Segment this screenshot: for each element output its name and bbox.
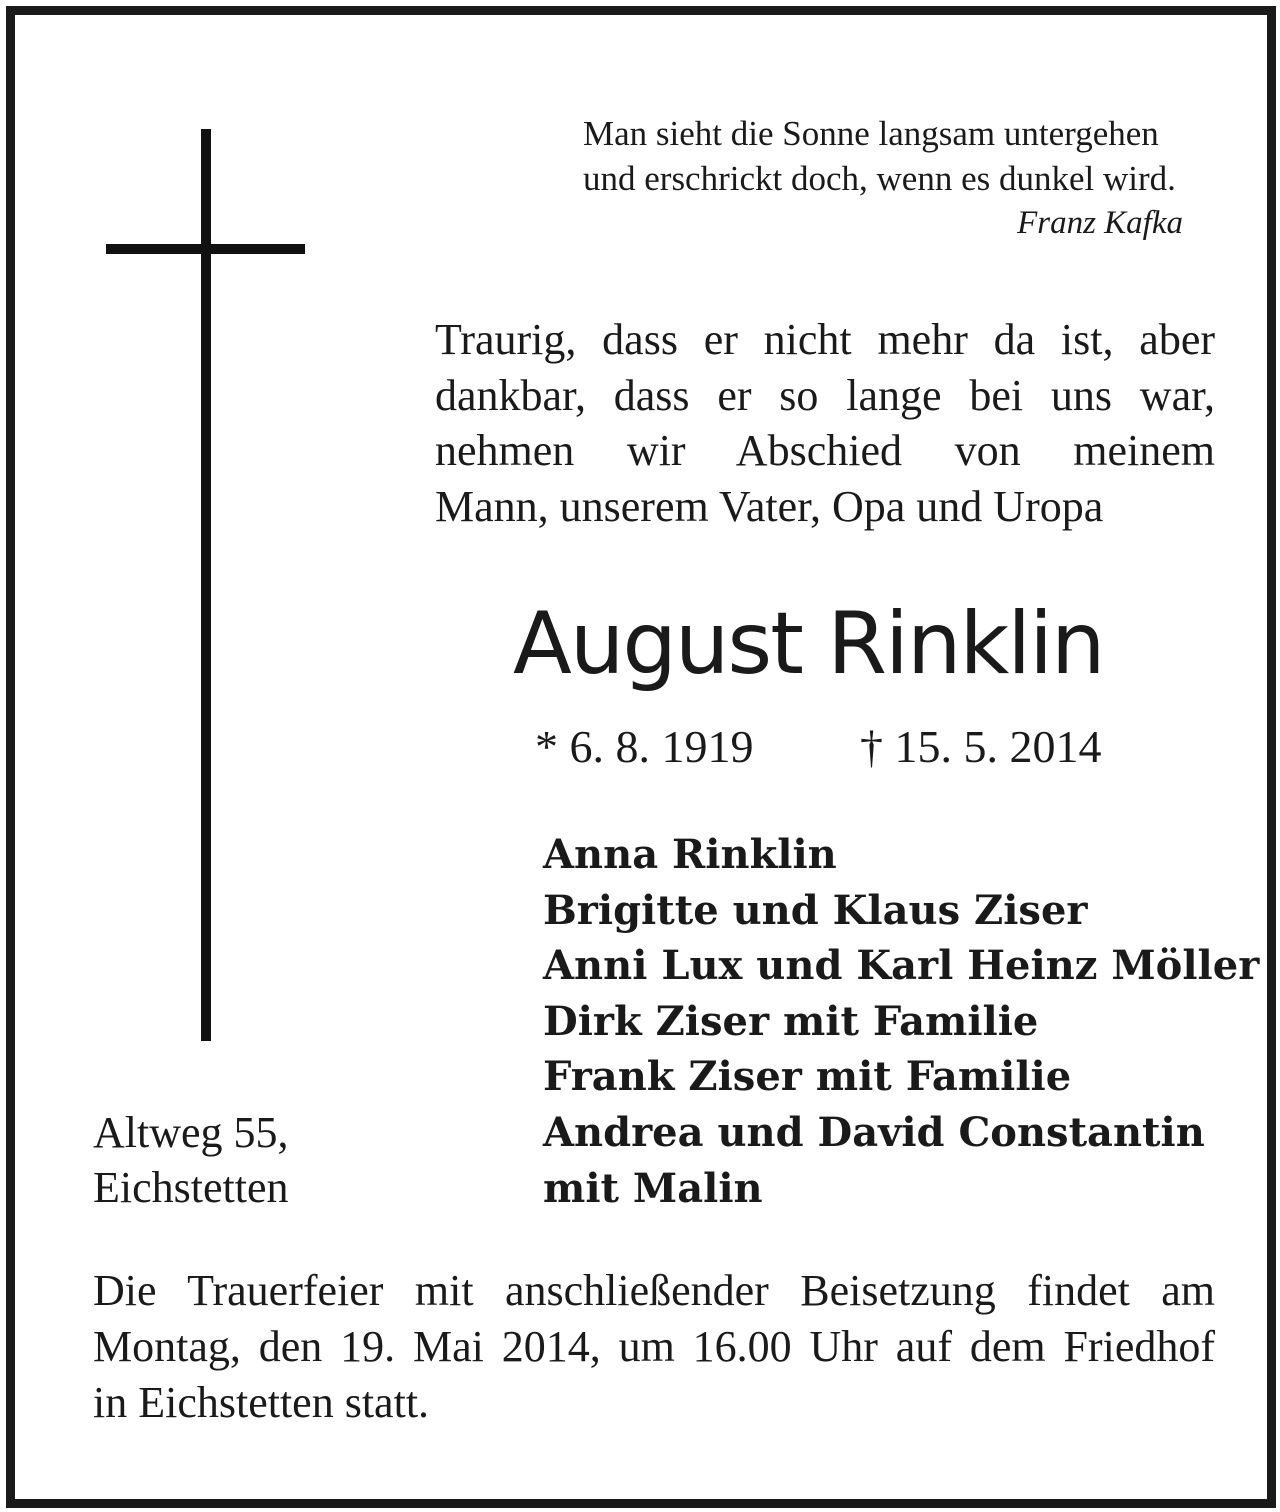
mourner-name: Anna Rinklin [543, 831, 837, 878]
mourners-list [543, 827, 1260, 1216]
deceased-name: August Rinklin [513, 594, 1104, 694]
cross-icon-vertical-bar [201, 129, 211, 1041]
mourner-name: mit Malin [543, 1164, 763, 1212]
address-street: Altweg 55, [93, 1108, 289, 1157]
obituary-frame [6, 6, 1276, 1508]
quote [583, 111, 1223, 201]
mourner-name: Frank Ziser mit Familie [543, 1053, 1072, 1101]
funeral-line: Die Trauerfeier mit anschließender Beisetzung findet am [93, 1266, 1215, 1315]
address-town: Eichstetten [93, 1163, 289, 1212]
cross-icon-horizontal-bar [106, 244, 305, 254]
intro-line: Traurig, dass er nicht mehr da ist, aber [435, 315, 1215, 364]
quote-author: Franz Kafka [1017, 205, 1183, 241]
quote-line: Man sieht die Sonne langsam untergehen [583, 114, 1159, 153]
intro-line: dankbar, dass er so lange bei uns war, [435, 370, 1215, 420]
intro-text [435, 312, 1215, 534]
mourner-name: Anni Lux und Karl Heinz Möller [543, 942, 1260, 990]
birth-date: * 6. 8. 1919 [535, 721, 754, 772]
death-date: † 15. 5. 2014 [860, 721, 1102, 772]
funeral-line: Montag, den 19. Mai 2014, um 16.00 Uhr auf dem Friedhof [93, 1322, 1215, 1371]
mourner-name: Andrea und David Constantin [543, 1108, 1205, 1156]
intro-line: nehmen wir Abschied von meinem [435, 426, 1215, 475]
funeral-notice [93, 1263, 1215, 1431]
mourner-name: Dirk Ziser mit Familie [543, 997, 1039, 1045]
mourner-name: Brigitte und Klaus Ziser [543, 886, 1088, 934]
funeral-line: in Eichstetten statt. [93, 1378, 430, 1427]
address [93, 1105, 289, 1215]
quote-line: und erschrickt doch, wenn es dunkel wird. [583, 159, 1176, 198]
intro-line: Mann, unserem Vater, Opa und Uropa [435, 481, 1104, 531]
